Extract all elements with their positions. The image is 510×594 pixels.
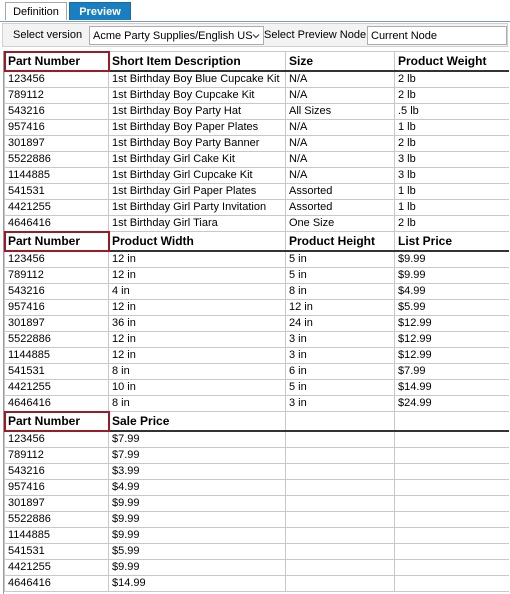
table-row bbox=[5, 251, 510, 268]
table-cell: 1st Birthday Boy Party Hat bbox=[109, 104, 286, 120]
section-header-row bbox=[5, 52, 510, 72]
table-row bbox=[5, 480, 510, 496]
table-cell: $12.99 bbox=[395, 332, 510, 348]
table-cell: $24.99 bbox=[395, 396, 510, 412]
table-cell: 1 lb bbox=[395, 200, 510, 216]
table-cell: 957416 bbox=[5, 480, 109, 496]
table-cell: 12 in bbox=[109, 300, 286, 316]
table-row bbox=[5, 528, 510, 544]
table-cell: 541531 bbox=[5, 364, 109, 380]
table-cell: 3 in bbox=[286, 332, 395, 348]
table-cell: $5.99 bbox=[109, 544, 286, 560]
table-cell: N/A bbox=[286, 120, 395, 136]
table-cell bbox=[395, 560, 510, 576]
column-header bbox=[286, 412, 395, 432]
table-cell bbox=[286, 496, 395, 512]
table-cell bbox=[395, 480, 510, 496]
table-cell: 123456 bbox=[5, 251, 109, 268]
table-cell: 789112 bbox=[5, 88, 109, 104]
table-row bbox=[5, 120, 510, 136]
table-cell: 3 lb bbox=[395, 168, 510, 184]
table-cell: 1 lb bbox=[395, 120, 510, 136]
table-cell: 4421255 bbox=[5, 560, 109, 576]
table-row bbox=[5, 104, 510, 120]
table-row bbox=[5, 364, 510, 380]
table-row bbox=[5, 431, 510, 448]
table-cell: $5.99 bbox=[395, 300, 510, 316]
table-cell: One Size bbox=[286, 216, 395, 232]
select-version-label: Select version bbox=[13, 29, 83, 41]
table-cell bbox=[286, 448, 395, 464]
table-cell bbox=[395, 512, 510, 528]
table-cell: 8 in bbox=[109, 396, 286, 412]
table-cell: 1144885 bbox=[5, 348, 109, 364]
table-cell: 12 in bbox=[109, 251, 286, 268]
table-cell bbox=[395, 448, 510, 464]
table-cell bbox=[395, 464, 510, 480]
table-cell: 301897 bbox=[5, 316, 109, 332]
table-cell: $9.99 bbox=[395, 268, 510, 284]
table-cell: 1st Birthday Girl Cake Kit bbox=[109, 152, 286, 168]
table-cell: 789112 bbox=[5, 448, 109, 464]
table-cell: 301897 bbox=[5, 136, 109, 152]
table-row bbox=[5, 544, 510, 560]
table-cell: 5 in bbox=[286, 268, 395, 284]
table-cell: 5522886 bbox=[5, 512, 109, 528]
table-cell: 2 lb bbox=[395, 71, 510, 88]
table-cell bbox=[286, 528, 395, 544]
table-row bbox=[5, 464, 510, 480]
table-row bbox=[5, 200, 510, 216]
table-cell: $12.99 bbox=[395, 316, 510, 332]
table-cell bbox=[395, 576, 510, 592]
table-row bbox=[5, 560, 510, 576]
table-cell: 3 in bbox=[286, 348, 395, 364]
table-cell: 123456 bbox=[5, 431, 109, 448]
table-cell: 543216 bbox=[5, 104, 109, 120]
table-cell: 1st Birthday Boy Cupcake Kit bbox=[109, 88, 286, 104]
table-cell: 541531 bbox=[5, 544, 109, 560]
table-cell: $4.99 bbox=[395, 284, 510, 300]
table-row bbox=[5, 71, 510, 88]
table-row bbox=[5, 576, 510, 592]
column-header bbox=[395, 412, 510, 432]
table-cell bbox=[395, 431, 510, 448]
table-cell: 4421255 bbox=[5, 200, 109, 216]
version-select-value: Acme Party Supplies/English US bbox=[93, 30, 253, 42]
column-header: List Price bbox=[395, 232, 510, 252]
table-row bbox=[5, 168, 510, 184]
table-cell: 4646416 bbox=[5, 576, 109, 592]
table-cell: 3 lb bbox=[395, 152, 510, 168]
tab-bar bbox=[0, 0, 510, 22]
table-cell: $7.99 bbox=[109, 448, 286, 464]
table-cell: 1st Birthday Girl Tiara bbox=[109, 216, 286, 232]
table-cell: $7.99 bbox=[109, 431, 286, 448]
table-cell: 2 lb bbox=[395, 216, 510, 232]
table-row bbox=[5, 332, 510, 348]
table-cell bbox=[286, 512, 395, 528]
table-row bbox=[5, 300, 510, 316]
table-cell: 12 in bbox=[109, 348, 286, 364]
table-cell: 24 in bbox=[286, 316, 395, 332]
table-cell: 543216 bbox=[5, 284, 109, 300]
table-cell bbox=[286, 431, 395, 448]
table-cell: 8 in bbox=[286, 284, 395, 300]
table-cell: 1144885 bbox=[5, 528, 109, 544]
tab-definition[interactable]: Definition bbox=[5, 2, 67, 20]
table-cell: N/A bbox=[286, 136, 395, 152]
table-cell bbox=[286, 544, 395, 560]
table-cell: $9.99 bbox=[109, 512, 286, 528]
table-cell: 6 in bbox=[286, 364, 395, 380]
table-row bbox=[5, 216, 510, 232]
table-cell: N/A bbox=[286, 71, 395, 88]
table-cell: $9.99 bbox=[109, 528, 286, 544]
table-cell bbox=[395, 544, 510, 560]
table-cell: 4646416 bbox=[5, 396, 109, 412]
table-cell: 8 in bbox=[109, 364, 286, 380]
version-select[interactable] bbox=[89, 26, 264, 45]
table-cell: Assorted bbox=[286, 200, 395, 216]
table-cell: 10 in bbox=[109, 380, 286, 396]
part-number-header: Part Number bbox=[5, 52, 109, 72]
part-number-header: Part Number bbox=[5, 232, 109, 252]
table-cell: 789112 bbox=[5, 268, 109, 284]
table-cell: 3 in bbox=[286, 396, 395, 412]
table-cell: 5522886 bbox=[5, 332, 109, 348]
table-row bbox=[5, 512, 510, 528]
table-row bbox=[5, 380, 510, 396]
chevron-down-icon bbox=[252, 32, 260, 40]
table-cell bbox=[286, 480, 395, 496]
table-cell: $9.99 bbox=[395, 251, 510, 268]
table-cell: 1st Birthday Boy Blue Cupcake Kit bbox=[109, 71, 286, 88]
preview-toolbar bbox=[2, 23, 508, 47]
table-cell: $14.99 bbox=[395, 380, 510, 396]
table-cell: 543216 bbox=[5, 464, 109, 480]
table-cell: 4646416 bbox=[5, 216, 109, 232]
column-header: Product Weight bbox=[395, 52, 510, 72]
table-row bbox=[5, 268, 510, 284]
table-cell: 12 in bbox=[109, 268, 286, 284]
table-cell: $9.99 bbox=[109, 560, 286, 576]
table-row bbox=[5, 396, 510, 412]
table-cell: $12.99 bbox=[395, 348, 510, 364]
table-cell: $7.99 bbox=[395, 364, 510, 380]
table-cell: 123456 bbox=[5, 71, 109, 88]
table-row bbox=[5, 496, 510, 512]
table-cell bbox=[395, 528, 510, 544]
preview-node-value: Current Node bbox=[371, 30, 438, 42]
preview-table bbox=[4, 51, 509, 592]
table-cell bbox=[286, 464, 395, 480]
table-cell: .5 lb bbox=[395, 104, 510, 120]
table-cell: 5 in bbox=[286, 251, 395, 268]
table-cell: 2 lb bbox=[395, 88, 510, 104]
table-row bbox=[5, 348, 510, 364]
table-row bbox=[5, 88, 510, 104]
table-cell: 301897 bbox=[5, 496, 109, 512]
table-cell: $4.99 bbox=[109, 480, 286, 496]
table-row bbox=[5, 152, 510, 168]
table-cell: 12 in bbox=[286, 300, 395, 316]
table-cell: 1st Birthday Girl Party Invitation bbox=[109, 200, 286, 216]
column-header: Product Height bbox=[286, 232, 395, 252]
column-header: Sale Price bbox=[109, 412, 286, 432]
table-cell bbox=[286, 560, 395, 576]
table-cell: 1st Birthday Boy Party Banner bbox=[109, 136, 286, 152]
table-row bbox=[5, 316, 510, 332]
table-cell bbox=[286, 576, 395, 592]
table-cell: $9.99 bbox=[109, 496, 286, 512]
table-row bbox=[5, 284, 510, 300]
table-cell: 12 in bbox=[109, 332, 286, 348]
table-cell: N/A bbox=[286, 88, 395, 104]
part-number-header: Part Number bbox=[5, 412, 109, 432]
table-row bbox=[5, 136, 510, 152]
table-cell: 1144885 bbox=[5, 168, 109, 184]
table-cell: 1st Birthday Girl Paper Plates bbox=[109, 184, 286, 200]
preview-node-field[interactable] bbox=[367, 26, 507, 45]
column-header: Short Item Description bbox=[109, 52, 286, 72]
table-cell: 5522886 bbox=[5, 152, 109, 168]
table-row bbox=[5, 184, 510, 200]
table-cell: 36 in bbox=[109, 316, 286, 332]
section-header-row bbox=[5, 412, 510, 432]
preview-grid bbox=[3, 51, 509, 594]
table-cell: 1 lb bbox=[395, 184, 510, 200]
table-cell: 1st Birthday Girl Cupcake Kit bbox=[109, 168, 286, 184]
table-cell: 957416 bbox=[5, 120, 109, 136]
table-cell: 4421255 bbox=[5, 380, 109, 396]
table-cell: N/A bbox=[286, 152, 395, 168]
table-cell: $14.99 bbox=[109, 576, 286, 592]
table-cell: $3.99 bbox=[109, 464, 286, 480]
table-cell: 5 in bbox=[286, 380, 395, 396]
table-cell bbox=[395, 496, 510, 512]
tab-preview[interactable]: Preview bbox=[69, 2, 131, 20]
table-cell: N/A bbox=[286, 168, 395, 184]
table-cell: 1st Birthday Boy Paper Plates bbox=[109, 120, 286, 136]
column-header: Product Width bbox=[109, 232, 286, 252]
column-header: Size bbox=[286, 52, 395, 72]
select-preview-node-label: Select Preview Node bbox=[264, 29, 367, 41]
table-cell: 957416 bbox=[5, 300, 109, 316]
table-cell: Assorted bbox=[286, 184, 395, 200]
table-cell: All Sizes bbox=[286, 104, 395, 120]
table-cell: 541531 bbox=[5, 184, 109, 200]
table-cell: 4 in bbox=[109, 284, 286, 300]
table-cell: 2 lb bbox=[395, 136, 510, 152]
section-header-row bbox=[5, 232, 510, 252]
table-row bbox=[5, 448, 510, 464]
